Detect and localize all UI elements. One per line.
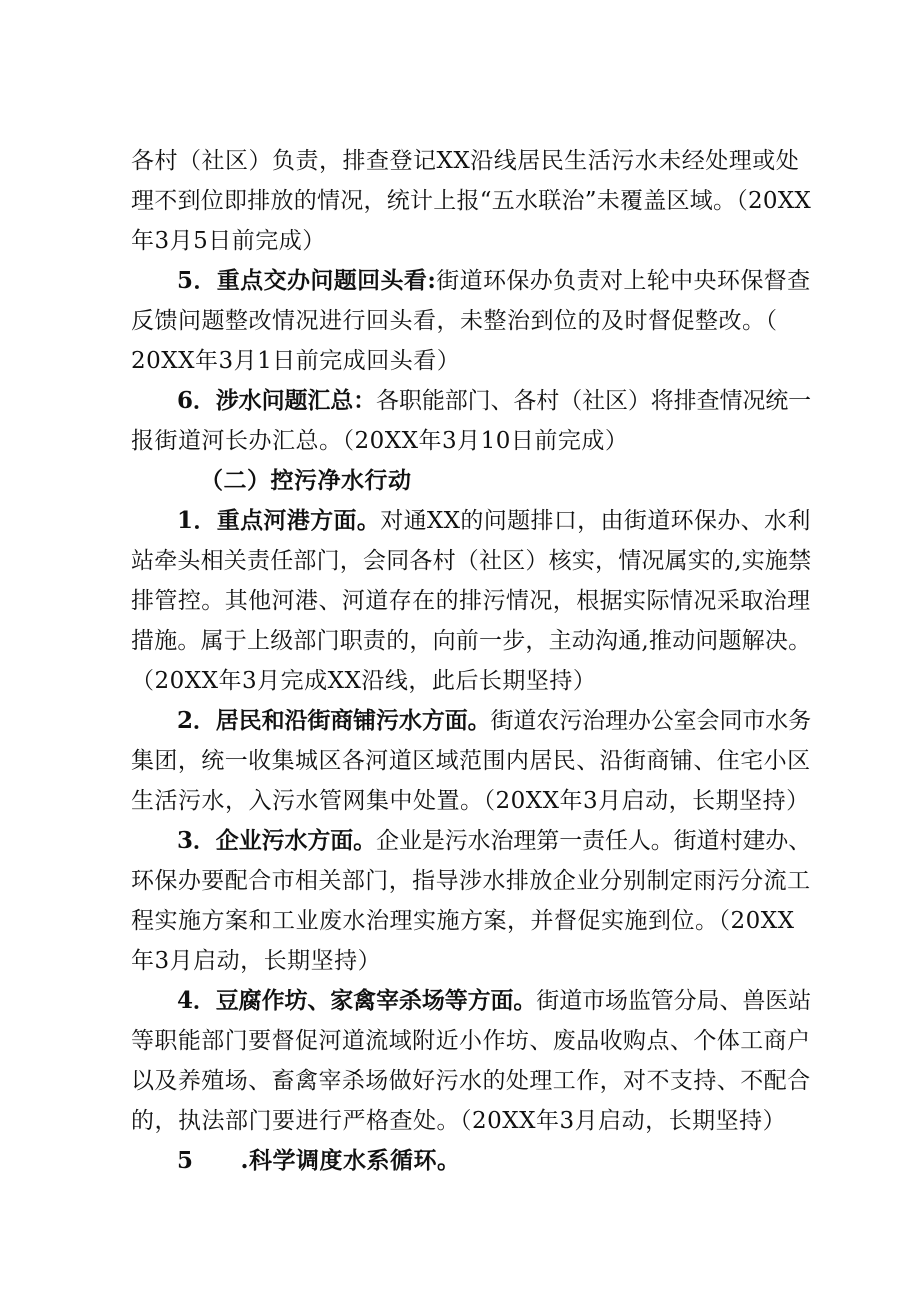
paragraph-line: 措施。属于上级部门职责的，向前一步，主动沟通,推动问题解决。 [131, 628, 812, 654]
paragraph-line: 20XX年3月1日前完成回头看） [131, 348, 461, 374]
item-line [177, 981, 811, 1021]
paragraph-line: 反馈问题整改情况进行回头看，未整治到位的及时督促整改。（ [131, 308, 778, 334]
item-heading: 2．居民和沿街商铺污水方面。 [177, 707, 491, 734]
item-text: 街道市场监管分局、兽医站 [536, 988, 812, 1014]
paragraph-line: 报街道河长办汇总。（20XX年3月10日前完成） [131, 428, 629, 454]
paragraph-line: 环保办要配合市相关部门，指导涉水排放企业分别制定雨污分流工 [131, 868, 811, 894]
paragraph-line: 程实施方案和工业废水治理实施方案，并督促实施到位。（20XX [131, 908, 795, 934]
item-line [177, 821, 811, 861]
item-line [177, 701, 811, 741]
item-line [177, 261, 811, 301]
paragraph-line: 排管控。其他河港、河道存在的排污情况，根据实际情况采取治理 [131, 588, 811, 614]
paragraph-line: 年3月5日前完成） [131, 228, 326, 254]
item-heading: 5 .科学调度水系循环。 [177, 1147, 461, 1174]
paragraph-line: 生活污水，入污水管网集中处置。（20XX年3月启动，长期坚持） [131, 788, 810, 814]
item-text: 对通XX的问题排口，由街道环保办、水利 [380, 508, 811, 534]
item-text: 街道环保办负责对上轮中央环保督查 [436, 268, 811, 294]
item-line [177, 501, 811, 541]
paragraph-line: 等职能部门要督促河道流域附近小作坊、废品收购点、个体工商户 [131, 1028, 811, 1054]
paragraph-line: （20XX年3月完成XX沿线，此后长期坚持） [131, 668, 597, 694]
paragraph-line: 年3月启动，长期坚持） [131, 948, 382, 974]
item-heading: 5．重点交办问题回头看: [177, 267, 437, 294]
item-heading: 6．涉水问题汇总： [177, 387, 377, 414]
paragraph-line: 站牵头相关责任部门，会同各村（社区）核实，情况属实的,实施禁 [131, 548, 812, 574]
paragraph-line: 理不到位即排放的情况，统计上报“五水联治”未覆盖区域。（20XX [131, 188, 812, 214]
paragraph-line: 各村（社区）负责，排查登记XX沿线居民生活污水未经处理或处 [131, 148, 800, 174]
paragraph-line: 的，执法部门要进行严格查处。（20XX年3月启动，长期坚持） [131, 1108, 787, 1134]
item-heading: 3．企业污水方面。 [177, 827, 377, 854]
item-text: 各职能部门、各村（社区）将排查情况统一 [376, 388, 812, 414]
item-heading: 4．豆腐作坊、家禽宰杀场等方面。 [177, 987, 537, 1014]
item-text: 街道农污治理办公室会同市水务 [490, 708, 812, 734]
section-heading: （二）控污净水行动 [200, 467, 412, 494]
item-text: 企业是污水治理第一责任人。街道村建办、 [376, 828, 812, 854]
paragraph-line: 集团，统一收集城区各河道区域范围内居民、沿街商铺、住宅小区 [131, 748, 811, 774]
item-line [177, 381, 811, 421]
item-heading: 1．重点河港方面。 [177, 507, 381, 534]
paragraph-line: 以及养殖场、畜禽宰杀场做好污水的处理工作，对不支持、不配合 [131, 1068, 811, 1094]
